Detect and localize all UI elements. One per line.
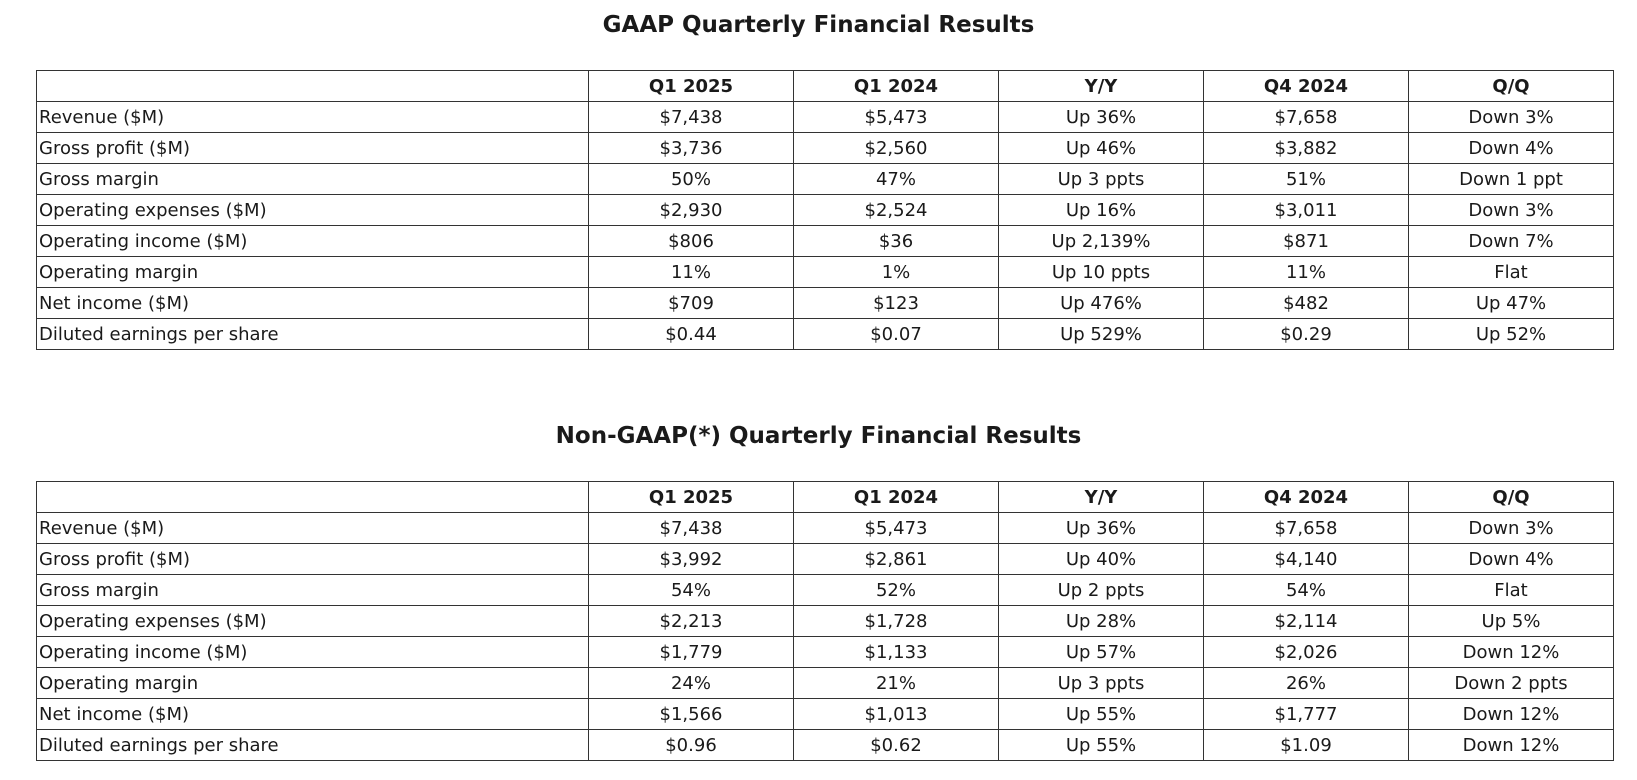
table-cell: Down 12% bbox=[1409, 699, 1614, 730]
table-cell: $0.96 bbox=[589, 730, 794, 761]
table-cell: $1,013 bbox=[794, 699, 999, 730]
table-cell: $806 bbox=[589, 226, 794, 257]
table-row bbox=[37, 164, 1614, 195]
table-cell: $1,777 bbox=[1204, 699, 1409, 730]
column-header bbox=[37, 71, 589, 102]
nongaap-section-title: Non-GAAP(*) Quarterly Financial Results bbox=[555, 423, 1082, 449]
table-cell: $2,861 bbox=[794, 544, 999, 575]
table-cell: Down 4% bbox=[1409, 133, 1614, 164]
table-cell: Up 57% bbox=[999, 637, 1204, 668]
table-cell: $7,438 bbox=[589, 513, 794, 544]
table-row bbox=[37, 102, 1614, 133]
row-label: Gross margin bbox=[37, 164, 589, 195]
table-cell: $3,736 bbox=[589, 133, 794, 164]
row-label: Operating margin bbox=[37, 257, 589, 288]
table-cell: $1,133 bbox=[794, 637, 999, 668]
table-row bbox=[37, 606, 1614, 637]
table-cell: $7,438 bbox=[589, 102, 794, 133]
row-label: Revenue ($M) bbox=[37, 513, 589, 544]
table-cell: Up 36% bbox=[999, 513, 1204, 544]
table-cell: $0.44 bbox=[589, 319, 794, 350]
table-cell: 54% bbox=[1204, 575, 1409, 606]
table-cell: $482 bbox=[1204, 288, 1409, 319]
column-header: Q4 2024 bbox=[1204, 482, 1409, 513]
table-cell: Up 476% bbox=[999, 288, 1204, 319]
table-cell: Up 3 ppts bbox=[999, 668, 1204, 699]
table-row bbox=[37, 513, 1614, 544]
table-cell: Up 28% bbox=[999, 606, 1204, 637]
column-header: Q1 2025 bbox=[589, 482, 794, 513]
table-cell: Up 2 ppts bbox=[999, 575, 1204, 606]
table-cell: $1,779 bbox=[589, 637, 794, 668]
gaap-results-table bbox=[36, 70, 1614, 350]
table-cell: Flat bbox=[1409, 575, 1614, 606]
table-cell: 1% bbox=[794, 257, 999, 288]
table-row bbox=[37, 257, 1614, 288]
table-row bbox=[37, 668, 1614, 699]
table-cell: $2,930 bbox=[589, 195, 794, 226]
table-cell: $2,560 bbox=[794, 133, 999, 164]
row-label: Net income ($M) bbox=[37, 699, 589, 730]
row-label: Diluted earnings per share bbox=[37, 319, 589, 350]
table-cell: Up 47% bbox=[1409, 288, 1614, 319]
table-cell: $3,882 bbox=[1204, 133, 1409, 164]
table-header-row bbox=[37, 71, 1614, 102]
table-row bbox=[37, 637, 1614, 668]
table-cell: Down 4% bbox=[1409, 544, 1614, 575]
table-cell: $2,213 bbox=[589, 606, 794, 637]
table-cell: Down 3% bbox=[1409, 513, 1614, 544]
table-row bbox=[37, 575, 1614, 606]
table-cell: 51% bbox=[1204, 164, 1409, 195]
column-header bbox=[37, 482, 589, 513]
table-row bbox=[37, 288, 1614, 319]
table-cell: 24% bbox=[589, 668, 794, 699]
table-row bbox=[37, 699, 1614, 730]
table-cell: Up 529% bbox=[999, 319, 1204, 350]
table-cell: Up 46% bbox=[999, 133, 1204, 164]
table-cell: $871 bbox=[1204, 226, 1409, 257]
table-cell: $0.07 bbox=[794, 319, 999, 350]
table-cell: Up 36% bbox=[999, 102, 1204, 133]
table-cell: Up 52% bbox=[1409, 319, 1614, 350]
table-row bbox=[37, 195, 1614, 226]
table-cell: $2,524 bbox=[794, 195, 999, 226]
row-label: Operating margin bbox=[37, 668, 589, 699]
row-label: Diluted earnings per share bbox=[37, 730, 589, 761]
nongaap-results-table bbox=[36, 481, 1614, 761]
table-cell: $709 bbox=[589, 288, 794, 319]
table-cell: Down 7% bbox=[1409, 226, 1614, 257]
row-label: Revenue ($M) bbox=[37, 102, 589, 133]
table-cell: $7,658 bbox=[1204, 513, 1409, 544]
table-cell: Up 16% bbox=[999, 195, 1204, 226]
table-cell: $1,566 bbox=[589, 699, 794, 730]
row-label: Operating income ($M) bbox=[37, 226, 589, 257]
table-cell: 47% bbox=[794, 164, 999, 195]
table-cell: $0.29 bbox=[1204, 319, 1409, 350]
table-cell: $123 bbox=[794, 288, 999, 319]
table-cell: $5,473 bbox=[794, 513, 999, 544]
table-cell: $0.62 bbox=[794, 730, 999, 761]
table-cell: Down 12% bbox=[1409, 730, 1614, 761]
table-cell: 54% bbox=[589, 575, 794, 606]
column-header: Q1 2025 bbox=[589, 71, 794, 102]
column-header: Q4 2024 bbox=[1204, 71, 1409, 102]
table-cell: $1.09 bbox=[1204, 730, 1409, 761]
gaap-section-title: GAAP Quarterly Financial Results bbox=[602, 12, 1035, 38]
table-cell: Down 3% bbox=[1409, 195, 1614, 226]
table-cell: Down 3% bbox=[1409, 102, 1614, 133]
column-header: Q1 2024 bbox=[794, 482, 999, 513]
table-cell: Up 55% bbox=[999, 730, 1204, 761]
table-cell: Up 10 ppts bbox=[999, 257, 1204, 288]
row-label: Operating expenses ($M) bbox=[37, 606, 589, 637]
table-cell: $3,011 bbox=[1204, 195, 1409, 226]
table-cell: 50% bbox=[589, 164, 794, 195]
row-label: Operating expenses ($M) bbox=[37, 195, 589, 226]
row-label: Gross profit ($M) bbox=[37, 133, 589, 164]
row-label: Net income ($M) bbox=[37, 288, 589, 319]
table-cell: Down 12% bbox=[1409, 637, 1614, 668]
table-cell: Flat bbox=[1409, 257, 1614, 288]
table-cell: 11% bbox=[1204, 257, 1409, 288]
table-cell: $4,140 bbox=[1204, 544, 1409, 575]
table-cell: 52% bbox=[794, 575, 999, 606]
table-cell: $7,658 bbox=[1204, 102, 1409, 133]
row-label: Gross profit ($M) bbox=[37, 544, 589, 575]
table-cell: $2,026 bbox=[1204, 637, 1409, 668]
table-cell: $3,992 bbox=[589, 544, 794, 575]
table-cell: Up 2,139% bbox=[999, 226, 1204, 257]
table-cell: $5,473 bbox=[794, 102, 999, 133]
table-row bbox=[37, 133, 1614, 164]
table-row bbox=[37, 730, 1614, 761]
column-header: Q/Q bbox=[1409, 71, 1614, 102]
table-row bbox=[37, 226, 1614, 257]
table-cell: $36 bbox=[794, 226, 999, 257]
column-header: Y/Y bbox=[999, 482, 1204, 513]
table-cell: 26% bbox=[1204, 668, 1409, 699]
column-header: Y/Y bbox=[999, 71, 1204, 102]
table-cell: Down 1 ppt bbox=[1409, 164, 1614, 195]
table-row bbox=[37, 319, 1614, 350]
table-cell: Up 55% bbox=[999, 699, 1204, 730]
table-cell: 21% bbox=[794, 668, 999, 699]
row-label: Operating income ($M) bbox=[37, 637, 589, 668]
table-header-row bbox=[37, 482, 1614, 513]
table-cell: Down 2 ppts bbox=[1409, 668, 1614, 699]
table-cell: $1,728 bbox=[794, 606, 999, 637]
row-label: Gross margin bbox=[37, 575, 589, 606]
table-cell: Up 3 ppts bbox=[999, 164, 1204, 195]
table-cell: $2,114 bbox=[1204, 606, 1409, 637]
table-cell: 11% bbox=[589, 257, 794, 288]
table-row bbox=[37, 544, 1614, 575]
column-header: Q1 2024 bbox=[794, 71, 999, 102]
table-cell: Up 40% bbox=[999, 544, 1204, 575]
table-cell: Up 5% bbox=[1409, 606, 1614, 637]
column-header: Q/Q bbox=[1409, 482, 1614, 513]
